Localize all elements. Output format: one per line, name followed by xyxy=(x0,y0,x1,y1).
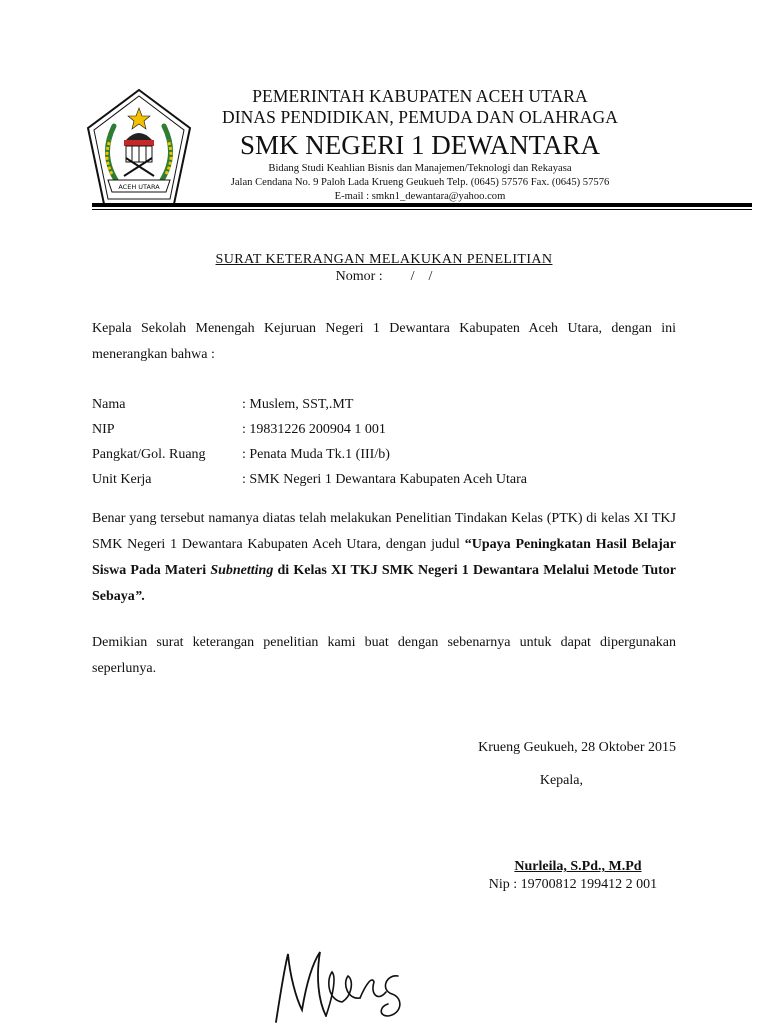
place-and-date: Krueng Geukueh, 28 Oktober 2015 xyxy=(478,740,676,755)
signer-nip: Nip : 19700812 199412 2 001 xyxy=(488,877,658,892)
identity-row-unit xyxy=(92,467,527,492)
letterhead-field: Bidang Studi Keahlian Bisnis dan Manajemen/Teknologi dan Rekayasa xyxy=(268,163,572,174)
research-title-italic: Subnetting xyxy=(210,563,274,578)
identity-label: NIP xyxy=(92,422,115,437)
identity-value: : 19831226 200904 1 001 xyxy=(242,422,386,437)
identity-row-name xyxy=(92,392,527,417)
letterhead-school-name: SMK NEGERI 1 DEWANTARA xyxy=(239,130,601,160)
letterhead-email: E-mail : smkn1_dewantara@yahoo.com xyxy=(334,191,506,202)
identity-label: Pangkat/Gol. Ruang xyxy=(92,447,206,462)
signer-name: Nurleila, S.Pd., M.Pd xyxy=(514,859,642,874)
letter-number: Nomor : / / xyxy=(335,269,433,284)
letterhead-divider-thick xyxy=(92,203,752,207)
identity-value: : Muslem, SST,.MT xyxy=(242,397,354,412)
closing-paragraph: Demikian surat keterangan penelitian kami buat dengan sebenarnya untuk dapat dipergunakan seperlunya. xyxy=(92,635,676,676)
identity-value: : SMK Negeri 1 Dewantara Kabupaten Aceh Utara xyxy=(242,472,527,487)
body-paragraph xyxy=(92,506,676,610)
school-emblem-logo xyxy=(86,88,192,206)
letterhead-text xyxy=(200,86,640,204)
identity-label: Nama xyxy=(92,397,126,412)
body-text: Benar yang tersebut namanya diatas telah melakukan Penelitian Tindakan Kelas (PTK) di kelas XI TKJ SMK Negeri 1 Dewantara Kabupaten Aceh Utara, dengan judul xyxy=(92,511,676,552)
identity-row-nip xyxy=(92,417,527,442)
handwritten-signature xyxy=(262,936,422,1024)
research-title-close-quote: ”. xyxy=(134,589,146,604)
identity-row-rank xyxy=(92,442,527,467)
research-title-start: “Upaya Peningkatan Hasil Belajar Siswa Pada Materi xyxy=(92,537,676,578)
logo-ribbon-text: ACEH UTARA xyxy=(118,183,160,191)
letterhead-government: PEMERINTAH KABUPATEN ACEH UTARA xyxy=(252,86,588,106)
identity-value: : Penata Muda Tk.1 (III/b) xyxy=(242,447,390,462)
research-title-end: di Kelas XI TKJ SMK Negeri 1 Dewantara Melalui Metode Tutor Sebaya xyxy=(92,563,677,604)
identity-table xyxy=(92,392,527,492)
letterhead-divider-thin xyxy=(92,209,752,210)
intro-paragraph: Kepala Sekolah Menengah Kejuruan Negeri 1 Dewantara Kabupaten Aceh Utara, dengan ini menerangkan bahwa : xyxy=(92,321,676,362)
identity-label: Unit Kerja xyxy=(92,472,152,487)
letter-title: SURAT KETERANGAN MELAKUKAN PENELITIAN xyxy=(215,252,553,267)
signer-role: Kepala, xyxy=(539,773,583,788)
letterhead-department: DINAS PENDIDIKAN, PEMUDA DAN OLAHRAGA xyxy=(222,107,618,127)
letterhead-address: Jalan Cendana No. 9 Paloh Lada Krueng Geukueh Telp. (0645) 57576 Fax. (0645) 57576 xyxy=(230,177,610,188)
